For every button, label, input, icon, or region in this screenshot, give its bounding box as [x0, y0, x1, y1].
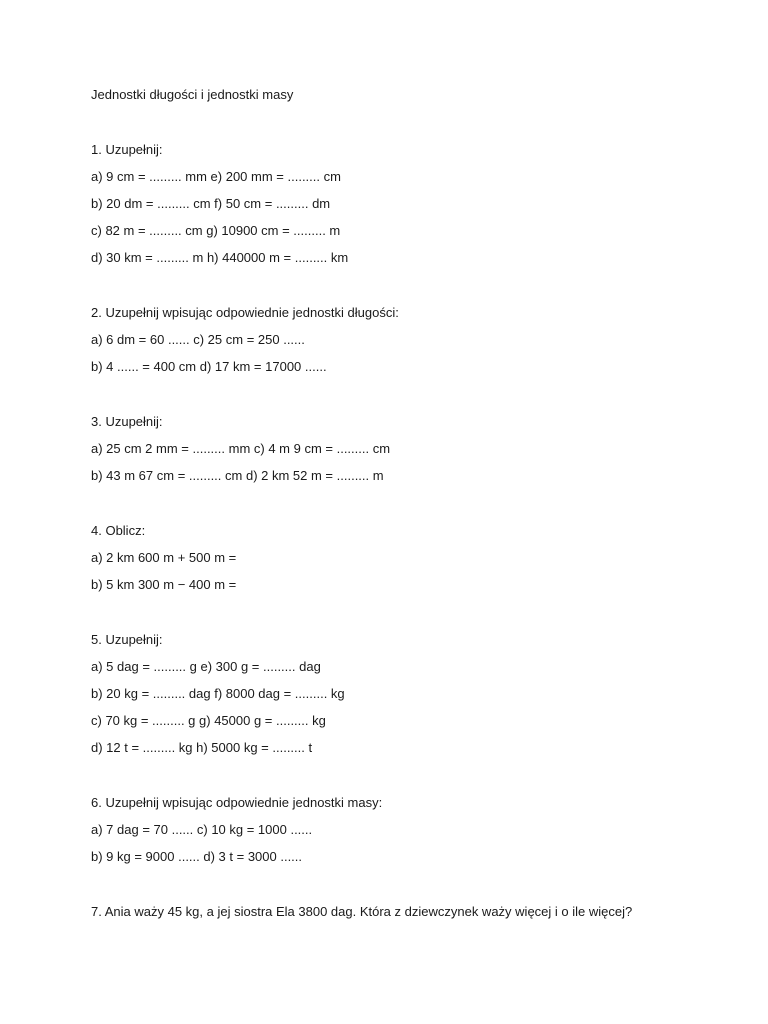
exercise-heading: 5. Uzupełnij: — [91, 632, 163, 647]
exercise-line: c) 70 kg = ......... g g) 45000 g = ......... kg — [91, 713, 326, 728]
exercise-6 — [91, 794, 728, 865]
exercise-line: d) 30 km = ......... m h) 440000 m = ......... km — [91, 250, 349, 265]
exercise-line: b) 43 m 67 cm = ......... cm d) 2 km 52 m = ......... m — [91, 468, 384, 483]
exercise-7 — [91, 903, 728, 920]
exercise-heading: 3. Uzupełnij: — [91, 414, 163, 429]
exercise-heading: 4. Oblicz: — [91, 523, 146, 538]
exercise-line: a) 7 dag = 70 ...... c) 10 kg = 1000 ...... — [91, 822, 313, 837]
exercise-heading: 6. Uzupełnij wpisując odpowiednie jednostki masy: — [91, 795, 383, 810]
exercise-line: a) 9 cm = ......... mm e) 200 mm = ......... cm — [91, 169, 341, 184]
exercise-line: d) 12 t = ......... kg h) 5000 kg = ......... t — [91, 740, 313, 755]
exercise-line: b) 4 ...... = 400 cm d) 17 km = 17000 ...... — [91, 359, 327, 374]
exercise-heading: 1. Uzupełnij: — [91, 142, 163, 157]
exercise-5 — [91, 631, 728, 756]
document-page — [91, 86, 728, 930]
exercise-line: b) 20 dm = ......... cm f) 50 cm = ......... dm — [91, 196, 331, 211]
exercise-line: a) 6 dm = 60 ...... c) 25 cm = 250 ...... — [91, 332, 305, 347]
exercise-line: b) 20 kg = ......... dag f) 8000 dag = ......... kg — [91, 686, 345, 701]
exercise-2 — [91, 304, 728, 375]
exercise-line: a) 5 dag = ......... g e) 300 g = ......... dag — [91, 659, 321, 674]
exercise-line: c) 82 m = ......... cm g) 10900 cm = ......... m — [91, 223, 341, 238]
document-title: Jednostki długości i jednostki masy — [91, 87, 294, 102]
exercise-line: b) 5 km 300 m − 400 m = — [91, 577, 237, 592]
exercise-line: a) 2 km 600 m + 500 m = — [91, 550, 237, 565]
exercise-line: a) 25 cm 2 mm = ......... mm c) 4 m 9 cm = ......... cm — [91, 441, 391, 456]
exercise-line: b) 9 kg = 9000 ...... d) 3 t = 3000 ...... — [91, 849, 303, 864]
exercise-1 — [91, 141, 728, 266]
exercise-4 — [91, 522, 728, 593]
exercise-heading: 7. Ania waży 45 kg, a jej siostra Ela 3800 dag. Która z dziewczynek waży więcej i o ile więcej? — [91, 904, 633, 919]
exercise-3 — [91, 413, 728, 484]
exercise-heading: 2. Uzupełnij wpisując odpowiednie jednostki długości: — [91, 305, 399, 320]
